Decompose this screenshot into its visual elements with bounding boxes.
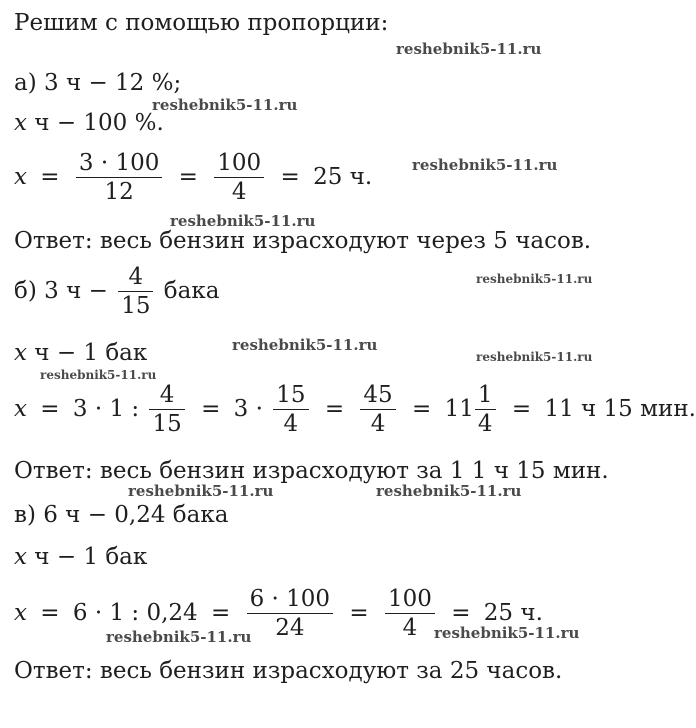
variable-x: x xyxy=(14,164,27,190)
watermark: reshebnik5-11.ru xyxy=(412,156,558,174)
part-b-eq-part1: 3 · 1 : xyxy=(72,396,140,422)
variable-x: x xyxy=(14,396,27,422)
equals-sign: = xyxy=(280,164,300,190)
fraction-numerator: 4 xyxy=(149,384,184,410)
fraction-numerator: 15 xyxy=(273,384,308,410)
watermark: reshebnik5-11.ru xyxy=(476,272,593,286)
fraction xyxy=(247,588,333,640)
variable-x: x xyxy=(14,340,27,366)
part-a-line2-rest: ч − 100 %. xyxy=(26,110,164,136)
equals-sign: = xyxy=(201,396,221,422)
fraction xyxy=(273,384,308,436)
part-a-answer: Ответ: весь бензин израсходуют через 5 часов. xyxy=(14,228,592,254)
fraction-denominator: 4 xyxy=(370,411,386,437)
fraction-denominator: 4 xyxy=(231,179,247,205)
fraction xyxy=(214,152,264,204)
equals-sign: = xyxy=(412,396,432,422)
watermark: reshebnik5-11.ru xyxy=(396,40,542,58)
fraction-numerator: 6 · 100 xyxy=(247,588,333,614)
equals-sign: = xyxy=(211,600,231,626)
part-c-line2 xyxy=(14,546,147,569)
part-b-line2-rest: ч − 1 бак xyxy=(26,340,148,366)
variable-x: x xyxy=(14,600,27,626)
watermark: reshebnik5-11.ru xyxy=(128,482,274,500)
variable-x: x xyxy=(14,544,27,570)
fraction xyxy=(76,152,162,204)
watermark: reshebnik5-11.ru xyxy=(152,96,298,114)
variable-x: x xyxy=(14,110,27,136)
part-a-result: 25 ч. xyxy=(313,164,373,190)
fraction-denominator: 12 xyxy=(104,179,134,205)
part-b-line1-end: бака xyxy=(163,278,220,304)
part-a-equation xyxy=(14,152,372,204)
part-c-result: 25 ч. xyxy=(483,600,543,626)
watermark: reshebnik5-11.ru xyxy=(232,336,378,354)
part-b-line1 xyxy=(14,266,219,318)
part-c-line2-rest: ч − 1 бак xyxy=(26,544,148,570)
part-a-line1: а) 3 ч − 12 %; xyxy=(14,70,182,96)
part-c-answer: Ответ: весь бензин израсходуют за 25 часов. xyxy=(14,658,563,684)
fraction-denominator: 24 xyxy=(275,615,305,641)
part-a-line2 xyxy=(14,112,164,135)
fraction xyxy=(475,384,496,436)
part-b-answer: Ответ: весь бензин израсходуют за 1 1 ч 15 мин. xyxy=(14,458,609,484)
part-c-eq-part1: 6 · 1 : 0,24 xyxy=(72,600,198,626)
mixed-number xyxy=(445,384,499,436)
fraction-denominator: 4 xyxy=(402,615,418,641)
fraction-denominator: 15 xyxy=(121,293,151,319)
fraction-numerator: 100 xyxy=(214,152,264,178)
watermark: reshebnik5-11.ru xyxy=(40,368,157,382)
fraction-numerator: 1 xyxy=(475,384,496,410)
equals-sign: = xyxy=(349,600,369,626)
fraction xyxy=(385,588,435,640)
equals-sign: = xyxy=(324,396,345,422)
part-c-line1: в) 6 ч − 0,24 бака xyxy=(14,502,229,528)
fraction-denominator: 4 xyxy=(477,411,493,437)
fraction-numerator: 4 xyxy=(118,266,153,292)
fraction-numerator: 100 xyxy=(385,588,435,614)
fraction xyxy=(360,384,395,436)
fraction-numerator: 3 · 100 xyxy=(76,152,162,178)
watermark: reshebnik5-11.ru xyxy=(106,628,252,646)
fraction-numerator: 45 xyxy=(360,384,395,410)
watermark: reshebnik5-11.ru xyxy=(170,212,316,230)
watermark: reshebnik5-11.ru xyxy=(434,624,580,642)
part-b-line1-start: б) 3 ч − xyxy=(14,278,108,304)
equals-sign: = xyxy=(40,164,60,190)
watermark: reshebnik5-11.ru xyxy=(476,350,593,364)
fraction-denominator: 15 xyxy=(152,411,182,437)
fraction xyxy=(149,384,184,436)
part-b-line2 xyxy=(14,342,147,365)
fraction-denominator: 4 xyxy=(283,411,299,437)
equals-sign: = xyxy=(511,396,532,422)
intro-text: Решим с помощью пропорции: xyxy=(14,10,389,36)
mixed-whole: 11 xyxy=(444,396,474,422)
equals-sign: = xyxy=(40,396,60,422)
part-b-result: 11 ч 15 мин. xyxy=(544,396,696,422)
equals-sign: = xyxy=(40,600,60,626)
equals-sign: = xyxy=(451,600,471,626)
equals-sign: = xyxy=(178,164,198,190)
part-b-equation xyxy=(14,384,696,436)
watermark: reshebnik5-11.ru xyxy=(376,482,522,500)
fraction xyxy=(118,266,153,318)
part-b-eq-part2: 3 · xyxy=(233,396,263,422)
